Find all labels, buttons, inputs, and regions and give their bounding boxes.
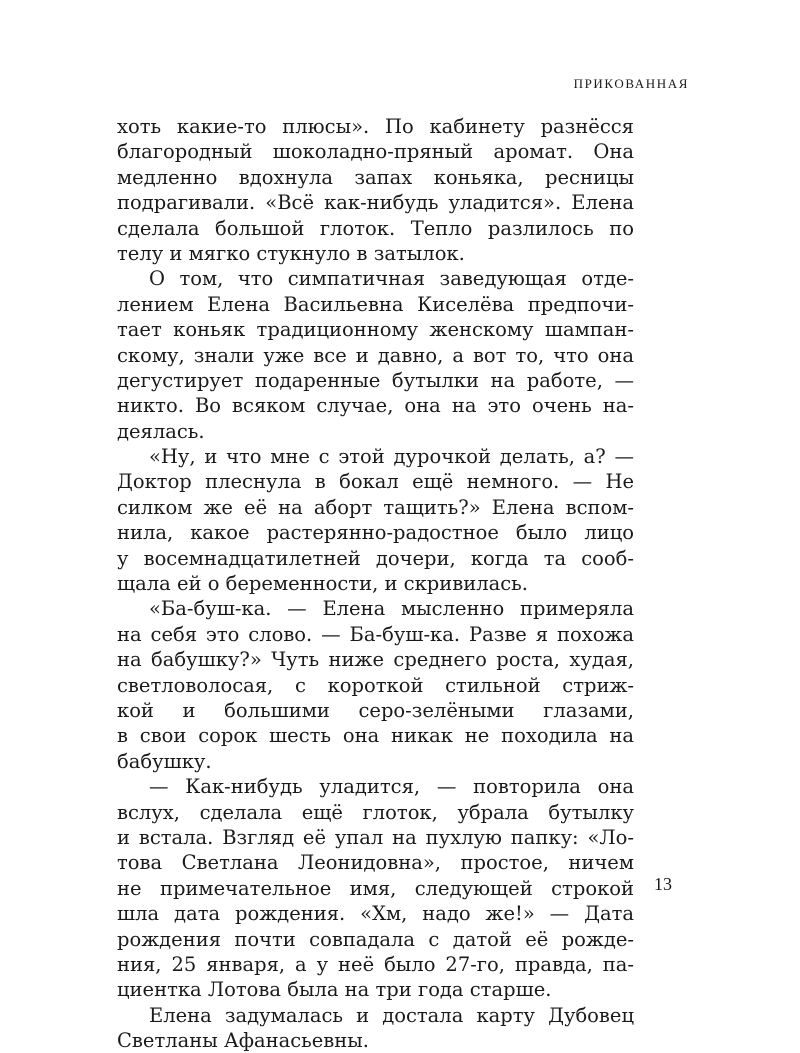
text-line: и встала. Взгляд её упал на пухлую папку: «Ло- — [117, 825, 634, 849]
text-line: силком же её на аборт тащить?» Елена вспом- — [117, 495, 634, 519]
text-line: ния, 25 января, а у неё было 27-го, правда, па- — [117, 952, 634, 976]
text-line: никто. Во всяком случае, она на это очень на- — [117, 394, 634, 418]
text-line: хоть какие-то плюсы». По кабинету разнёсся — [117, 115, 634, 138]
text-line: у восемнадцатилетней дочери, когда та сооб- — [117, 546, 634, 570]
text-line: Светланы Афанасьевны. — [117, 1029, 370, 1053]
text-line: в свои сорок шесть она никак не походила на — [117, 724, 634, 748]
text-line: светловолосая, с короткой стильной стриж- — [117, 673, 634, 697]
text-line: дегустирует подаренные бутылки на работе, — — [117, 368, 634, 392]
text-line: нила, какое растерянно-радостное было лицо — [117, 521, 634, 545]
text-line: кой и большими серо-зелёными глазами, — [117, 698, 634, 722]
text-line: подрагивали. «Всё как-нибудь уладится». Елена — [117, 191, 634, 215]
text-line: О том, что симпатичная заведующая отде- — [149, 267, 634, 291]
text-line: Доктор плеснула в бокал ещё немного. — Не — [117, 470, 634, 494]
body-text — [117, 114, 634, 1053]
text-line: Елена задумалась и достала карту Дубовец — [149, 1003, 634, 1027]
paragraph — [117, 1003, 634, 1053]
text-line: деялась. — [117, 419, 205, 443]
text-line: бабушку. — [117, 749, 212, 773]
text-line: сделала большой глоток. Тепло разлилось по — [117, 216, 634, 240]
text-line: лением Елена Васильевна Киселёва предпочи- — [117, 292, 634, 316]
running-head: ПРИКОВАННАЯ — [573, 76, 689, 91]
text-line: тает коньяк традиционному женскому шампан- — [117, 318, 634, 342]
text-line: не примечательное имя, следующей строкой — [117, 876, 634, 900]
paragraph — [117, 774, 634, 1003]
text-line: рождения почти совпадала с датой её рожде- — [117, 927, 634, 951]
text-line: на себя это слово. — Ба-буш-ка. Разве я похожа — [117, 622, 634, 646]
paragraph — [117, 596, 634, 774]
paragraph — [117, 444, 634, 596]
text-line: скому, знали уже все и давно, а вот то, что она — [117, 343, 634, 367]
text-line: «Ну, и что мне с этой дурочкой делать, а? — — [149, 445, 634, 469]
page-number: 13 — [654, 874, 672, 894]
text-line: шла дата рождения. «Хм, надо же!» — Дата — [117, 902, 634, 926]
paragraph — [117, 266, 634, 444]
text-line: това Светлана Леонидовна», простое, ничем — [117, 851, 634, 875]
paragraph — [117, 114, 634, 266]
text-line: медленно вдохнула запах коньяка, ресницы — [117, 165, 634, 189]
text-line: щала ей о беременности, и скривилась. — [117, 572, 528, 596]
text-line: на бабушку?» Чуть ниже среднего роста, худая, — [117, 648, 634, 672]
text-line: — Как-нибудь уладится, — повторила она — [149, 775, 634, 799]
text-line: «Ба-буш-ка. — Елена мысленно примеряла — [149, 597, 634, 621]
text-line: благородный шоколадно-пряный аромат. Она — [117, 140, 634, 164]
text-line: вслух, сделала ещё глоток, убрала бутылку — [117, 800, 634, 824]
text-line: телу и мягко стукнуло в затылок. — [117, 241, 465, 265]
text-line: циентка Лотова была на три года старше. — [117, 978, 552, 1002]
